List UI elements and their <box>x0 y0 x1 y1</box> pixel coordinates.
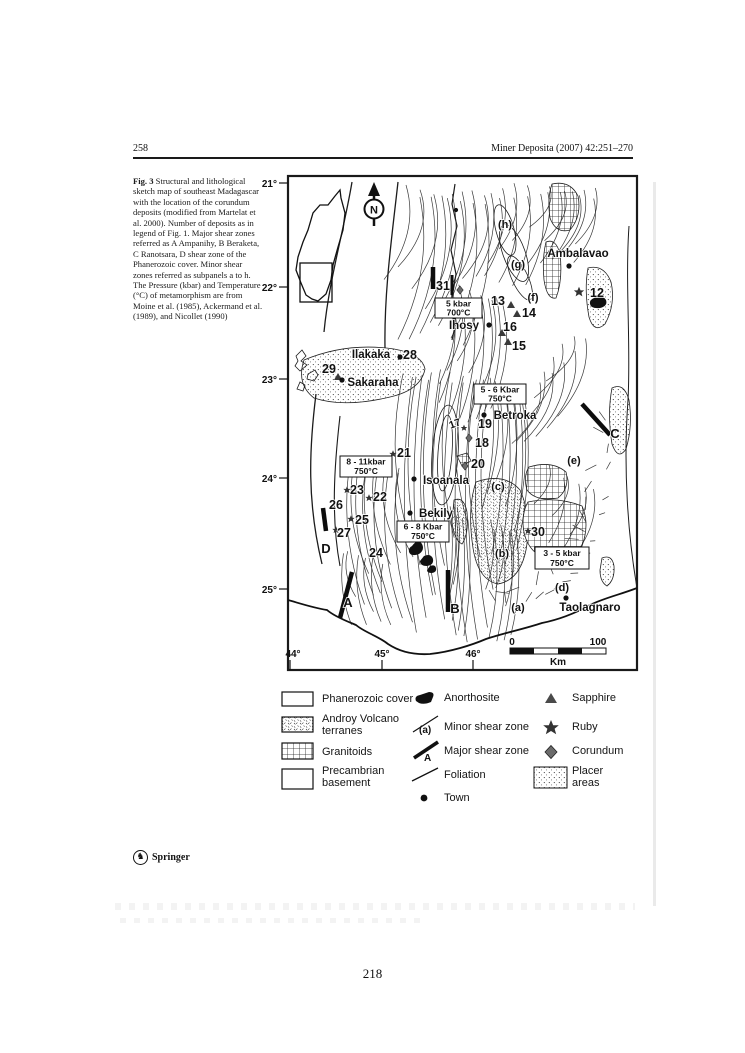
subzone-g-label: (g) <box>510 259 526 271</box>
pt5-line1: 3 - 5 kbar <box>543 548 581 558</box>
deposit-12-label: 12 <box>590 286 604 300</box>
town-ambalavao: Ambalavao <box>547 248 609 260</box>
deposit-22-label: 22 <box>373 490 387 504</box>
pt3-line1: 8 - 11kbar <box>346 456 386 467</box>
deposit-20-label: 20 <box>471 457 485 471</box>
minor-shear-symbol: (a) <box>419 725 432 736</box>
anorthosite-icon <box>412 690 438 705</box>
deposit-17-label: 17 <box>447 416 463 432</box>
pt2-line1: 5 - 6 Kbar <box>480 384 520 395</box>
latitude-axis <box>262 179 288 596</box>
pt5-line2: 750°C <box>550 558 574 568</box>
header-rule <box>133 157 633 159</box>
granitoids-swatch <box>281 742 314 760</box>
legend-ruby-label: Ruby <box>572 721 598 733</box>
figure-caption-text: Structural and lithological sketch map of southeast Madagascar with the location of the corundum deposits (modified from Martelat et al. 2000). Number of deposits as in legend of Fig. 1. Major shear zones referred as A Ampanihy, B Beraketa, C Ranotsara, D shear zone of the Phanerozoic cover. Minor shear zones referred as subpanels a to h. The Pressure (kbar) and Temperature (°C) of metamorphism are from Moine et al. (1985), Ackermand et al. (1989), and Nicollet (1990) <box>133 176 263 322</box>
legend-precambrian-label-1: Precambrian <box>322 765 385 777</box>
scale-hundred: 100 <box>589 637 607 648</box>
shear-C-label: C <box>610 426 620 441</box>
sapphire-icon <box>543 691 559 705</box>
legend-foliation-label: Foliation <box>444 769 486 781</box>
deposit-21-label: 21 <box>397 446 411 460</box>
phanerozoic-swatch <box>281 691 314 707</box>
legend-placer-label-1: Placer <box>572 765 604 777</box>
town-sakaraha: Sakaraha <box>347 377 399 389</box>
legend-granitoids-label: Granitoids <box>322 746 373 758</box>
town-betroka: Betroka <box>493 410 537 422</box>
town-ilakaka: Ilakaka <box>351 349 391 361</box>
foliation-icon <box>410 764 442 784</box>
north-label: N <box>370 204 378 217</box>
deposit-30-label: 30 <box>531 525 545 539</box>
deposit-31-label: 31 <box>436 279 450 293</box>
publisher-name: Springer <box>152 852 190 863</box>
major-shear-icon <box>410 737 442 763</box>
deposit-16-label: 16 <box>503 320 517 334</box>
legend-phanerozoic-label: Phanerozoic cover <box>322 693 414 705</box>
town-ihosy: Ihosy <box>448 320 480 332</box>
subzone-h-label: (h) <box>497 219 513 231</box>
scale-unit: Km <box>549 657 567 668</box>
pt1-line2: 700°C <box>446 307 471 318</box>
legend-minor-shear-label: Minor shear zone <box>444 721 529 733</box>
subzone-a-label: (a) <box>511 602 525 614</box>
androy-swatch <box>281 716 314 733</box>
deposit-19-label: 19 <box>478 417 492 431</box>
legend-androy-label-2: terranes <box>322 725 363 737</box>
legend-androy-label-1: Androy Volcano <box>322 713 400 725</box>
scale-zero: 0 <box>509 637 515 648</box>
shear-B-label: B <box>450 601 460 616</box>
lon-45-label: 45° <box>374 649 390 660</box>
subzone-e-label: (e) <box>567 455 581 467</box>
scan-artifact <box>120 918 420 923</box>
corundum-icon <box>543 744 559 760</box>
legend-precambrian-label-2: basement <box>322 777 371 789</box>
town-icon <box>418 792 430 804</box>
deposit-24-label: 24 <box>369 546 383 560</box>
shear-D-label: D <box>321 541 331 556</box>
figure-label: Fig. 3 <box>133 176 154 186</box>
legend-sapphire-label: Sapphire <box>572 692 617 704</box>
subzone-c-label: (c) <box>491 481 505 493</box>
pt4-line1: 6 - 8 Kbar <box>403 521 443 532</box>
lon-46-label: 46° <box>465 649 481 660</box>
lat-22-label: 22° <box>261 283 277 294</box>
scan-artifact <box>115 903 635 910</box>
subzone-f-label: (f) <box>527 292 539 304</box>
madagascar-sketch-map <box>252 168 645 682</box>
deposit-26-label: 26 <box>329 498 343 512</box>
placer-swatch <box>533 766 568 789</box>
deposit-14-label: 14 <box>522 306 536 320</box>
legend-major-shear-label: Major shear zone <box>444 745 529 757</box>
deposit-25-label: 25 <box>355 513 369 527</box>
journal-reference: Miner Deposita (2007) 42:251–270 <box>491 143 633 154</box>
deposit-29-label: 29 <box>322 362 336 376</box>
lat-25-label: 25° <box>261 585 277 596</box>
subzone-b-label: (b) <box>494 548 510 560</box>
town-isoanala: Isoanala <box>422 475 470 487</box>
ruby-icon <box>542 719 560 735</box>
pt2-line2: 750°C <box>488 393 512 404</box>
springer-imprint <box>133 850 190 865</box>
town-taolagnaro: Taolagnaro <box>559 602 621 614</box>
scan-artifact <box>653 182 656 906</box>
major-shear-symbol: A <box>424 753 432 763</box>
shear-A-label: A <box>343 595 353 610</box>
deposit-15-label: 15 <box>512 339 526 353</box>
page-number: 218 <box>362 966 383 981</box>
lat-23-label: 23° <box>261 375 277 386</box>
deposit-23-label: 23 <box>350 483 364 497</box>
boundary-dot <box>454 208 458 212</box>
figure-caption <box>133 176 263 322</box>
town-bekily: Bekily <box>419 508 453 520</box>
deposit-18-label: 18 <box>475 436 489 450</box>
lon-44-label: 44° <box>285 649 301 660</box>
legend-town-label: Town <box>444 792 470 804</box>
header-page-number: 258 <box>133 143 148 154</box>
minor-shear-icon <box>410 712 442 736</box>
legend-placer-label-2: areas <box>572 777 600 789</box>
legend-anorthosite-label: Anorthosite <box>444 692 500 704</box>
springer-logo-icon: ♞ <box>133 850 148 865</box>
deposit-13-label: 13 <box>491 294 505 308</box>
deposit-28-label: 28 <box>403 348 417 362</box>
pt1-line1: 5 kbar <box>445 298 472 309</box>
legend-corundum-label: Corundum <box>572 745 624 757</box>
deposit-27-label: 27 <box>337 526 351 540</box>
lat-21-label: 21° <box>261 179 277 190</box>
precambrian-swatch <box>281 768 314 790</box>
pt4-line2: 750°C <box>411 531 435 541</box>
pt3-line2: 750°C <box>354 466 378 476</box>
lat-24-label: 24° <box>261 474 277 485</box>
subzone-d-label: (d) <box>554 582 570 594</box>
